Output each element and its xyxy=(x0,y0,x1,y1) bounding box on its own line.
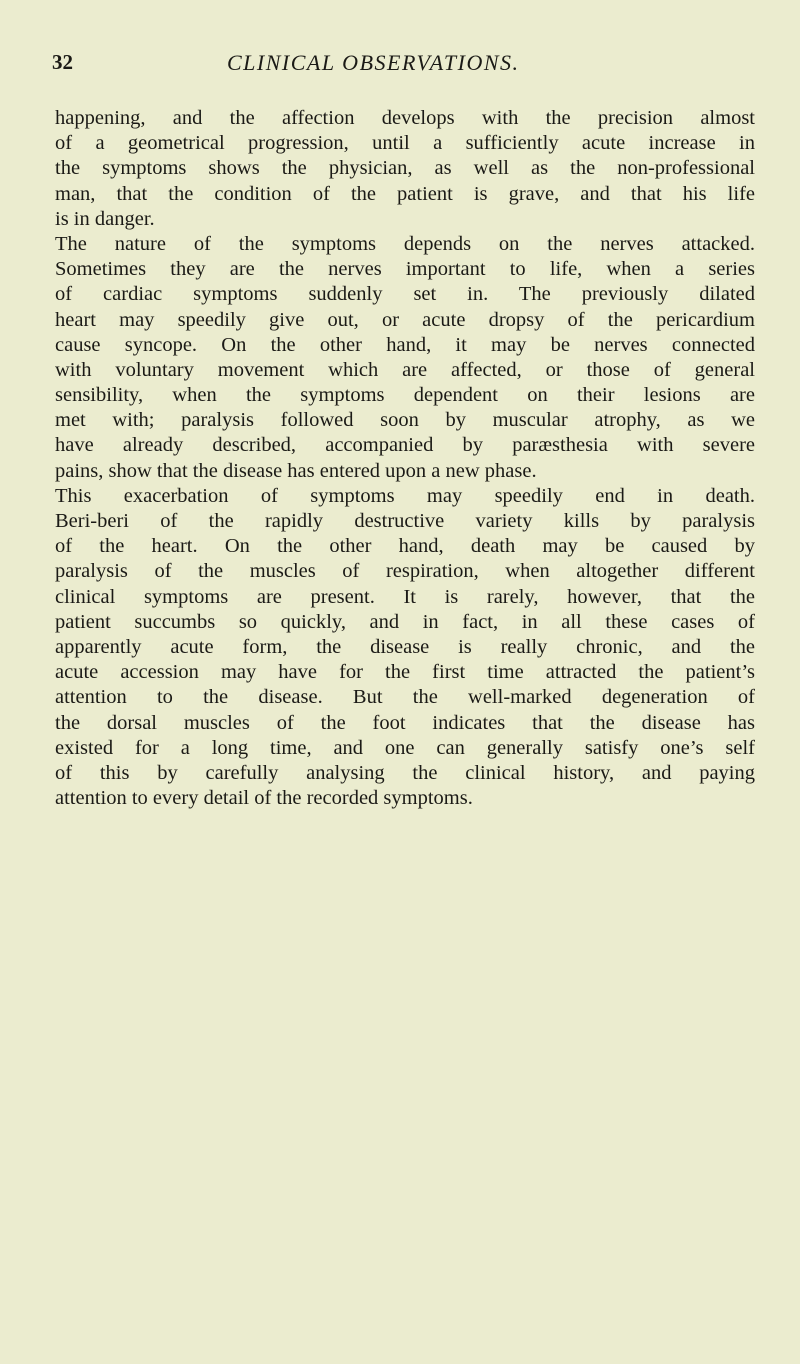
running-head: CLINICAL OBSERVATIONS. xyxy=(227,50,520,75)
text-line: the dorsal muscles of the foot indicates that the disease has xyxy=(55,711,755,734)
text-line: heart may speedily give out, or acute dropsy of the pericardium xyxy=(55,308,755,331)
text-line: of the heart. On the other hand, death may be caused by xyxy=(55,535,755,558)
text-line: cause syncope. On the other hand, it may be nerves connected xyxy=(55,333,755,356)
text-line: patient succumbs so quickly, and in fact, in all these cases of xyxy=(55,610,755,633)
text-line: acute accession may have for the first time attracted the patient’s xyxy=(55,661,755,684)
paragraph-2 xyxy=(55,232,755,484)
text-line: existed for a long time, and one can generally satisfy one’s self xyxy=(55,736,755,759)
page-header xyxy=(52,50,752,80)
text-line: apparently acute form, the disease is really chronic, and the xyxy=(55,635,755,658)
text-line: paralysis of the muscles of respiration, when altogether different xyxy=(55,560,755,583)
text-line: Sometimes they are the nerves important to life, when a series xyxy=(55,258,755,281)
text-line: This exacerbation of symptoms may speedily end in death. xyxy=(55,484,755,507)
text-line: with voluntary movement which are affected, or those of general xyxy=(55,358,755,381)
text-line: The nature of the symptoms depends on the nerves attacked. xyxy=(55,232,755,255)
text-line: met with; paralysis followed soon by muscular atrophy, as we xyxy=(55,409,755,432)
body-text xyxy=(55,106,755,811)
text-line: have already described, accompanied by paræsthesia with severe xyxy=(55,434,755,457)
text-line: happening, and the affection develops with the precision almost xyxy=(55,107,755,129)
page-number: 32 xyxy=(52,50,73,74)
text-line: of cardiac symptoms suddenly set in. The previously dilated xyxy=(55,283,755,306)
text-line: attention to the disease. But the well-marked degeneration of xyxy=(55,686,755,709)
text-line: of this by carefully analysing the clinical history, and paying xyxy=(55,761,755,784)
text-line: Beri-beri of the rapidly destructive variety kills by paralysis xyxy=(55,510,755,532)
text-line: of a geometrical progression, until a sufficiently acute increase in xyxy=(55,132,755,155)
text-line: is in danger. xyxy=(55,207,155,230)
text-line: pains, show that the disease has entered upon a new phase. xyxy=(55,459,537,482)
text-line: attention to every detail of the recorded symptoms. xyxy=(55,787,473,810)
text-line: man, that the condition of the patient is grave, and that his life xyxy=(55,182,755,205)
paragraph-3 xyxy=(55,484,755,811)
text-line: the symptoms shows the physician, as well as the non-professional xyxy=(55,157,755,180)
text-line: sensibility, when the symptoms dependent on their lesions are xyxy=(55,384,755,407)
text-line: clinical symptoms are present. It is rarely, however, that the xyxy=(55,585,755,608)
paragraph-1 xyxy=(55,106,755,232)
